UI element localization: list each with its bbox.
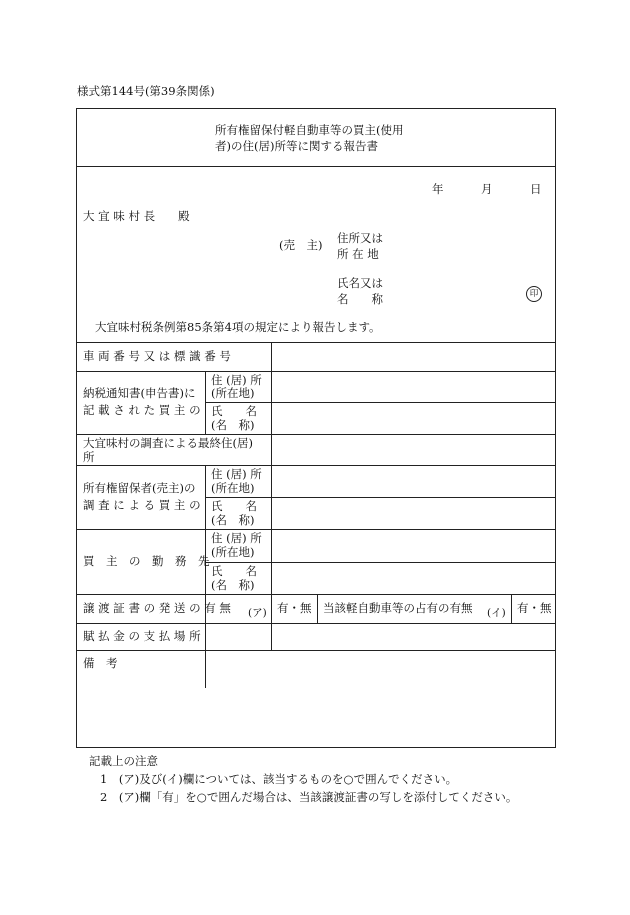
divider: [77, 650, 555, 651]
column-divider: [205, 371, 206, 434]
divider: [77, 342, 555, 343]
date-day: 日: [530, 182, 542, 196]
possession-label: 当該軽自動車等の占有の有無: [323, 601, 473, 615]
mark-a: (ア): [248, 607, 267, 619]
form-title-line1: 所有権留保付軽自動車等の買主(使用: [215, 123, 404, 137]
column-divider: [271, 342, 272, 650]
name-label: 氏 名: [211, 404, 257, 418]
report-form: [76, 108, 556, 748]
column-divider: [205, 465, 206, 688]
address-label: (所在地): [211, 481, 255, 495]
divider: [205, 562, 555, 563]
divider: [205, 402, 555, 403]
seller-address-label: 住所又は: [337, 231, 383, 245]
mark-i: (イ): [487, 607, 506, 619]
date-year: 年: [432, 182, 444, 196]
divider: [77, 594, 555, 595]
column-divider: [317, 594, 318, 623]
column-divider: [511, 594, 512, 623]
address-label: (所在地): [211, 545, 255, 559]
tax-notice-label: 記 載 さ れ た 買 主 の: [83, 403, 201, 417]
seller-label: (売 主): [279, 238, 323, 252]
seller-name-label: 名 称: [337, 292, 383, 306]
name-label: 氏 名: [211, 499, 257, 513]
payment-place-label: 賦 払 金 の 支 払 場 所: [83, 629, 201, 643]
address-label: 住 (居) 所: [211, 467, 262, 481]
workplace-label: 買 主 の 勤 務 先: [83, 554, 210, 568]
remarks-label: 備 考: [83, 656, 118, 670]
final-address-label: 大宜味村の調査による最終住(居): [83, 436, 253, 450]
name-label: (名 称): [211, 513, 255, 527]
statement: 大宜味村税条例第85条第4項の規定により報告します。: [95, 320, 381, 334]
divider: [77, 623, 555, 624]
seller-address-label: 所 在 地: [337, 247, 379, 261]
owner-investigation-label: 所有権留保者(売主)の: [83, 481, 196, 495]
address-label: 住 (居) 所: [211, 373, 262, 387]
form-title-line2: 者)の住(居)所等に関する報告書: [215, 139, 378, 153]
seller-name-label: 氏名又は: [337, 276, 383, 290]
transfer-certificate-label: 譲 渡 証 書 の 発 送 の 有 無: [83, 601, 231, 615]
owner-investigation-label: 調 査 に よ る 買 主 の: [83, 498, 201, 512]
form-number: 様式第144号(第39条関係): [77, 84, 215, 98]
divider: [77, 529, 555, 530]
addressee: 大 宜 味 村 長 殿: [83, 209, 190, 223]
address-label: 住 (居) 所: [211, 531, 262, 545]
address-label: (所在地): [211, 386, 255, 400]
divider: [77, 166, 555, 167]
note-item: 2 (ア)欄「有」を○で囲んだ場合は、当該譲渡証書の写しを添付してください。: [100, 790, 518, 804]
divider: [77, 371, 555, 372]
date-month: 月: [481, 182, 493, 196]
notes-heading: 記載上の注意: [89, 754, 158, 768]
tax-notice-label: 納税通知書(申告書)に: [83, 386, 196, 400]
name-label: (名 称): [211, 418, 255, 432]
divider: [205, 497, 555, 498]
seal-mark: 印: [526, 286, 542, 302]
vehicle-number-label: 車 両 番 号 又 は 標 識 番 号: [83, 349, 231, 363]
name-label: (名 称): [211, 578, 255, 592]
yes-no-option: 有・無: [517, 601, 552, 615]
note-item: 1 (ア)及び(イ)欄については、該当するものを○で囲んでください。: [100, 772, 458, 786]
name-label: 氏 名: [211, 564, 257, 578]
final-address-label: 所: [83, 450, 95, 464]
divider: [77, 434, 555, 435]
yes-no-option: 有・無: [277, 601, 312, 615]
divider: [77, 465, 555, 466]
